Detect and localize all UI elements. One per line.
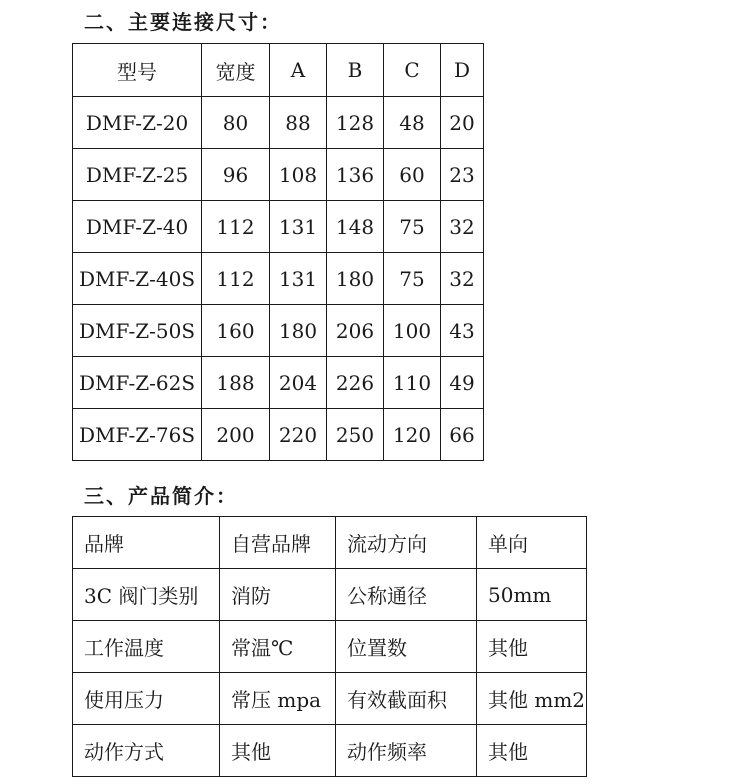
table-cell: DMF-Z-50S <box>73 305 202 357</box>
section-heading-dimensions: 二、主要连接尺寸： <box>84 10 282 34</box>
table-row <box>73 409 484 461</box>
table-row <box>73 253 484 305</box>
table-row <box>73 97 484 149</box>
table-row <box>73 569 587 621</box>
table-cell: DMF-Z-25 <box>73 149 202 201</box>
table-row <box>73 621 587 673</box>
table-cell: 49 <box>441 357 484 409</box>
table-cell: 128 <box>327 97 384 149</box>
table-cell: DMF-Z-40 <box>73 201 202 253</box>
label-cell: 3C 阀门类别 <box>73 569 220 621</box>
table-cell: 20 <box>441 97 484 149</box>
table-cell: DMF-Z-76S <box>73 409 202 461</box>
table-row <box>73 357 484 409</box>
table-cell: 43 <box>441 305 484 357</box>
product-info-table <box>72 516 587 777</box>
table-cell: DMF-Z-62S <box>73 357 202 409</box>
table-cell: 96 <box>202 149 270 201</box>
table-cell: DMF-Z-40S <box>73 253 202 305</box>
header-cell: D <box>441 44 484 97</box>
label-cell: 品牌 <box>73 517 220 569</box>
label-cell: 动作频率 <box>336 725 477 777</box>
table-cell: 136 <box>327 149 384 201</box>
header-cell: 型号 <box>73 44 202 97</box>
value-cell: 自营品牌 <box>220 517 336 569</box>
table-cell: 48 <box>384 97 441 149</box>
table-row <box>73 725 587 777</box>
label-cell: 工作温度 <box>73 621 220 673</box>
value-cell: 单向 <box>477 517 587 569</box>
table-cell: 75 <box>384 201 441 253</box>
table-cell: 108 <box>270 149 327 201</box>
table-cell: 188 <box>202 357 270 409</box>
table-cell: 204 <box>270 357 327 409</box>
label-cell: 公称通径 <box>336 569 477 621</box>
table-cell: 226 <box>327 357 384 409</box>
table-cell: 180 <box>327 253 384 305</box>
table-cell: 148 <box>327 201 384 253</box>
label-cell: 动作方式 <box>73 725 220 777</box>
table-row <box>73 149 484 201</box>
table-cell: 160 <box>202 305 270 357</box>
table-cell: 100 <box>384 305 441 357</box>
value-cell: 50mm <box>477 569 587 621</box>
table-cell: 120 <box>384 409 441 461</box>
value-cell: 其他 <box>477 725 587 777</box>
label-cell: 流动方向 <box>336 517 477 569</box>
table-cell: 32 <box>441 201 484 253</box>
value-cell: 其他 mm2 <box>477 673 587 725</box>
table-cell: 75 <box>384 253 441 305</box>
table-cell: 206 <box>327 305 384 357</box>
table-cell: 80 <box>202 97 270 149</box>
table-cell: 131 <box>270 253 327 305</box>
section-heading-product-intro: 三、产品简介： <box>84 484 238 508</box>
table-cell: DMF-Z-20 <box>73 97 202 149</box>
value-cell: 常压 mpa <box>220 673 336 725</box>
header-cell: A <box>270 44 327 97</box>
header-cell: 宽度 <box>202 44 270 97</box>
table-cell: 112 <box>202 201 270 253</box>
table-row <box>73 673 587 725</box>
table-cell: 112 <box>202 253 270 305</box>
table-cell: 220 <box>270 409 327 461</box>
table-row <box>73 201 484 253</box>
table-cell: 88 <box>270 97 327 149</box>
table-row <box>73 517 587 569</box>
table-row <box>73 305 484 357</box>
header-cell: C <box>384 44 441 97</box>
value-cell: 其他 <box>477 621 587 673</box>
table-cell: 250 <box>327 409 384 461</box>
table-cell: 32 <box>441 253 484 305</box>
table-cell: 180 <box>270 305 327 357</box>
table-cell: 110 <box>384 357 441 409</box>
table-cell: 60 <box>384 149 441 201</box>
table-cell: 131 <box>270 201 327 253</box>
dimensions-table <box>72 43 484 461</box>
label-cell: 使用压力 <box>73 673 220 725</box>
table-header-row <box>73 44 484 97</box>
header-cell: B <box>327 44 384 97</box>
value-cell: 其他 <box>220 725 336 777</box>
table-cell: 66 <box>441 409 484 461</box>
table-cell: 200 <box>202 409 270 461</box>
label-cell: 位置数 <box>336 621 477 673</box>
label-cell: 有效截面积 <box>336 673 477 725</box>
value-cell: 消防 <box>220 569 336 621</box>
table-cell: 23 <box>441 149 484 201</box>
value-cell: 常温℃ <box>220 621 336 673</box>
